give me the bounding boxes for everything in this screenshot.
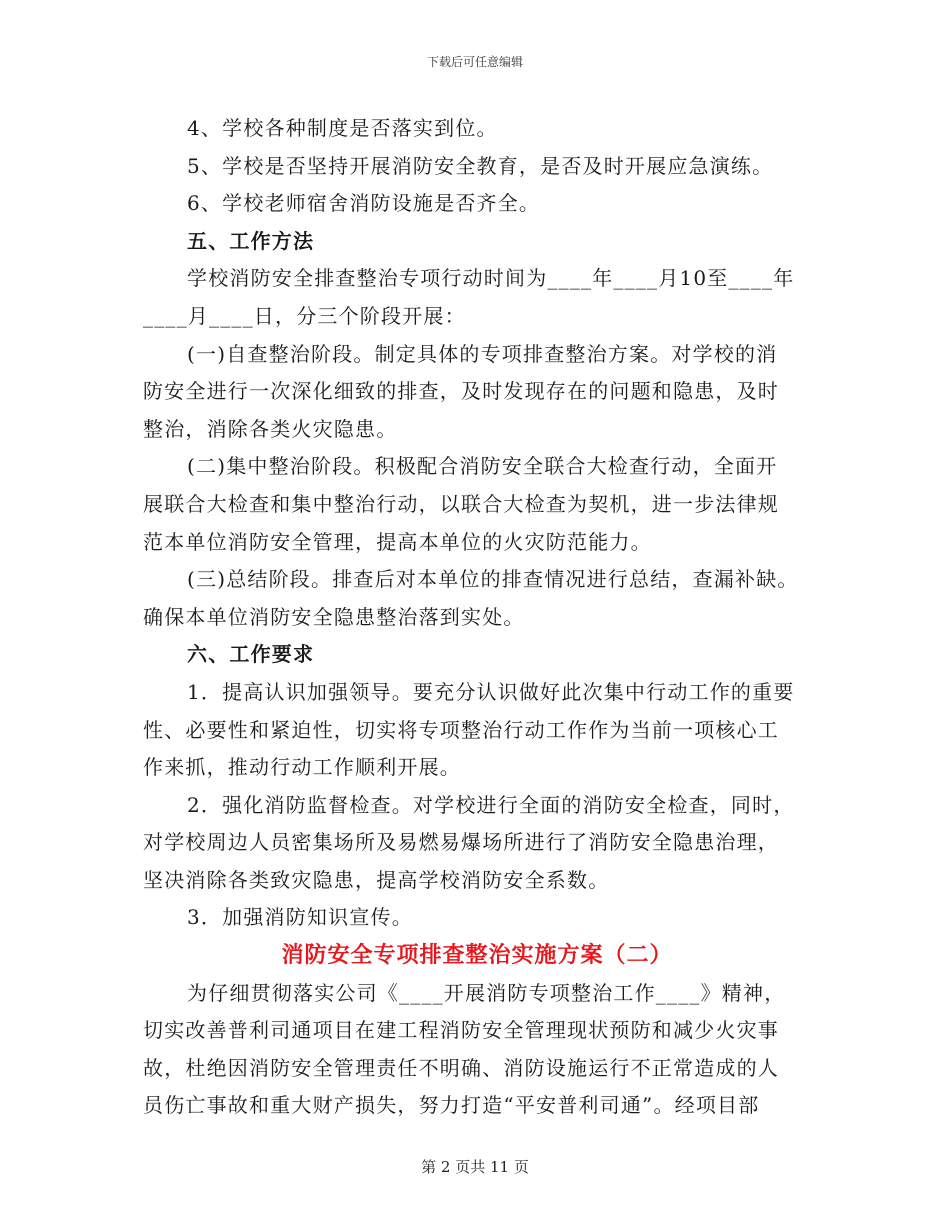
text-line: 学校消防安全排查整治专项行动时间为____年____月10至____年 bbox=[187, 266, 795, 291]
text-line: (一)自查整治阶段。制定具体的专项排查整治方案。对学校的消 bbox=[187, 341, 778, 366]
section-one-paragraphs bbox=[143, 110, 811, 937]
text-line: 2．强化消防监督检查。对学校进行全面的消防安全检查，同时， bbox=[187, 792, 795, 817]
section-two-paragraphs bbox=[143, 975, 811, 1125]
text-line: 防安全进行一次深化细致的排查，及时发现存在的问题和隐患，及时 bbox=[143, 379, 779, 404]
text-line: 作来抓，推动行动工作顺利开展。 bbox=[143, 755, 461, 780]
text-line: (二)集中整治阶段。积极配合消防安全联合大检查行动，全面开 bbox=[187, 454, 778, 479]
section-heading: 五、工作方法 bbox=[187, 228, 315, 253]
text-line: 确保本单位消防安全隐患整治落到实处。 bbox=[143, 604, 525, 629]
text-line: 性、必要性和紧迫性，切实将专项整治行动工作作为当前一项核心工 bbox=[143, 717, 779, 742]
section-heading: 六、工作要求 bbox=[187, 642, 315, 667]
text-line: 为仔细贯彻落实公司《____开展消防专项整治工作____》精神， bbox=[187, 980, 786, 1005]
text-line: 坚决消除各类致灾隐患，提高学校消防安全系数。 bbox=[143, 867, 610, 892]
text-line: 切实改善普利司通项目在建工程消防安全管理现状预防和减少火灾事 bbox=[143, 1018, 779, 1043]
text-line: 6、学校老师宿舍消防设施是否齐全。 bbox=[187, 191, 541, 216]
text-line: 展联合大检查和集中整治行动，以联合大检查为契机，进一步法律规 bbox=[143, 491, 779, 516]
text-line: 员伤亡事故和重大财产损失，努力打造“平安普利司通”。经项目部 bbox=[143, 1093, 760, 1118]
document-body bbox=[143, 110, 811, 1125]
text-line: 整治，消除各类火灾隐患。 bbox=[143, 416, 398, 441]
text-line: 对学校周边人员密集场所及易燃易爆场所进行了消防安全隐患治理， bbox=[143, 830, 779, 855]
text-line: (三)总结阶段。排查后对本单位的排查情况进行总结，查漏补缺。 bbox=[187, 567, 799, 592]
text-line: 3．加强消防知识宣传。 bbox=[187, 905, 413, 930]
text-line: 故，杜绝因消防安全管理责任不明确、消防设施运行不正常造成的人 bbox=[143, 1055, 779, 1080]
text-line: ____月____日，分三个阶段开展： bbox=[143, 303, 466, 328]
text-line: 1．提高认识加强领导。要充分认识做好此次集中行动工作的重要 bbox=[187, 679, 795, 704]
text-line: 4、学校各种制度是否落实到位。 bbox=[187, 116, 498, 140]
page-header: 下载后可任意编辑 bbox=[426, 55, 523, 69]
text-line: 范本单位消防安全管理，提高本单位的火灾防范能力。 bbox=[143, 529, 652, 554]
section-title: 消防安全专项排查整治实施方案（二） bbox=[281, 942, 673, 969]
page-footer: 第 2 页共 11 页 bbox=[421, 1158, 529, 1176]
text-line: 5、学校是否坚持开展消防安全教育，是否及时开展应急演练。 bbox=[187, 153, 774, 178]
